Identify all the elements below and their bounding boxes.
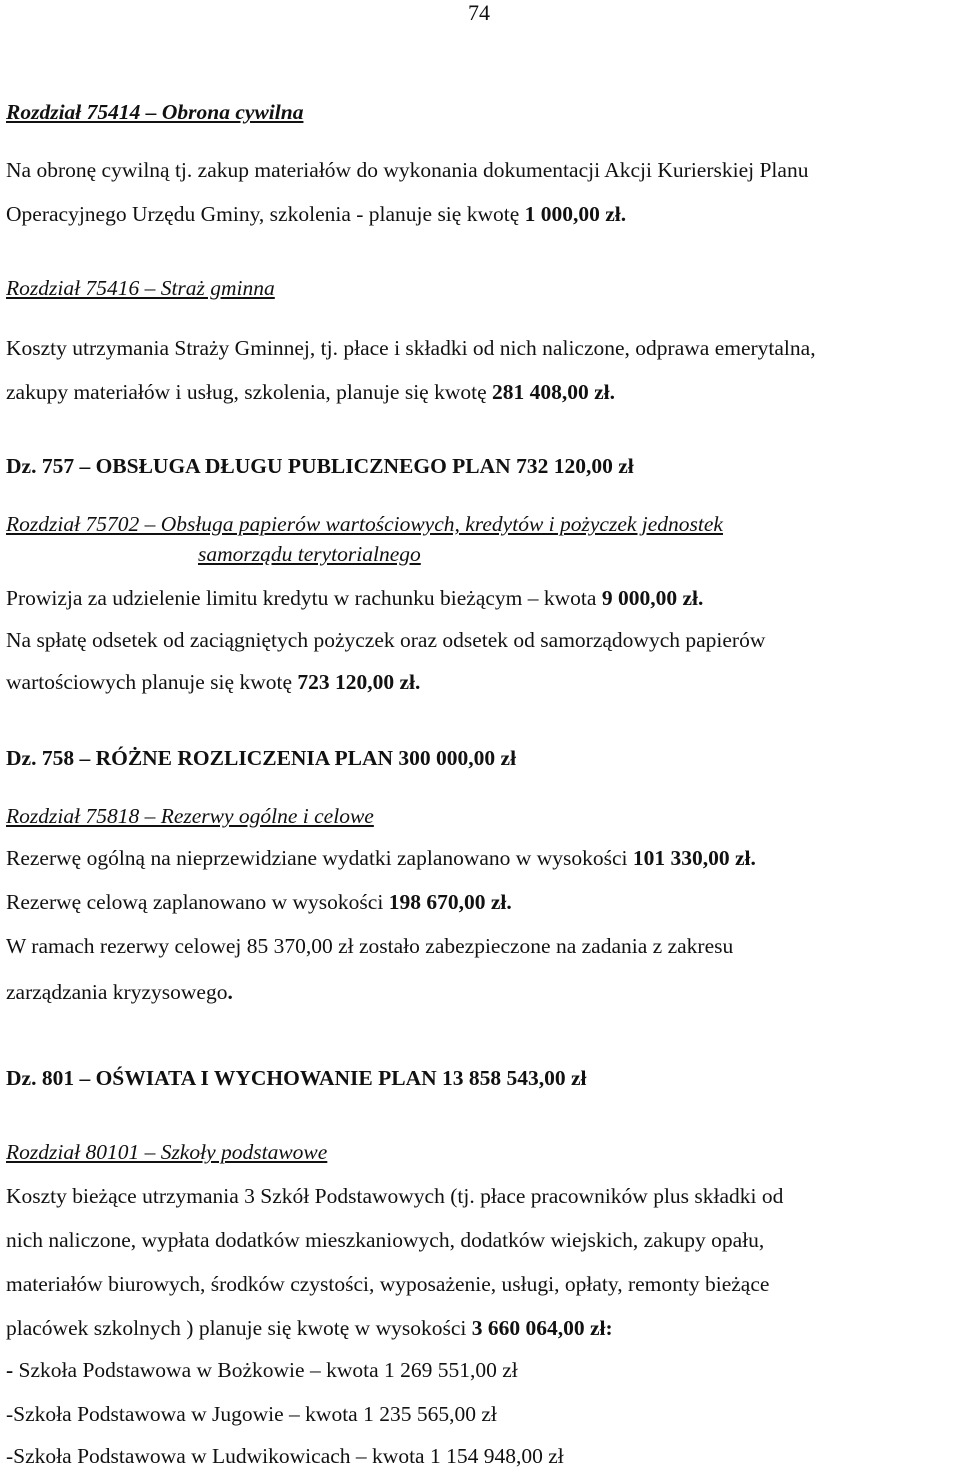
paragraph-line [6, 380, 615, 406]
paragraph-line [6, 980, 233, 1006]
list-dash: - [6, 1358, 19, 1382]
paragraph-line [6, 1316, 613, 1342]
list-item [6, 1444, 564, 1470]
text-span: Rezerwę ogólną na nieprzewidziane wydatki zaplanowano w wysokości [6, 846, 633, 870]
paragraph-line: W ramach rezerwy celowej 85 370,00 zł zostało zabezpieczone na zadania z zakresu [6, 934, 734, 958]
division-757-heading: Dz. 757 – OBSŁUGA DŁUGU PUBLICZNEGO PLAN 732 120,00 zł [6, 454, 634, 478]
list-item-text: Szkoła Podstawowa w Bożkowie – kwota 1 269 551,00 zł [18, 1358, 518, 1382]
amount: 198 670,00 zł. [388, 890, 512, 914]
paragraph-line [6, 202, 626, 228]
chapter-75818-heading: Rozdział 75818 – Rezerwy ogólne i celowe [6, 804, 374, 828]
paragraph-line [6, 846, 756, 872]
text-span: . [227, 980, 233, 1004]
paragraph-line [6, 586, 703, 612]
division-758-heading: Dz. 758 – RÓŻNE ROZLICZENIA PLAN 300 000,00 zł [6, 746, 517, 770]
paragraph-line: Na obronę cywilną tj. zakup materiałów do wykonania dokumentacji Akcji Kurierskiej Planu [6, 158, 809, 182]
text-span: Operacyjnego Urzędu Gminy, szkolenia - planuje się kwotę [6, 202, 525, 226]
chapter-75416-heading: Rozdział 75416 – Straż gminna [6, 276, 275, 300]
paragraph-line: Na spłatę odsetek od zaciągniętych pożyczek oraz odsetek od samorządowych papierów [6, 628, 766, 652]
text-span: Prowizja za udzielenie limitu kredytu w rachunku bieżącym – kwota [6, 586, 602, 610]
list-item-text: Szkoła Podstawowa w Ludwikowicach – kwota 1 154 948,00 zł [13, 1444, 564, 1468]
list-dash: - [6, 1402, 14, 1426]
amount: 101 330,00 zł. [632, 846, 756, 870]
chapter-75702-title: Rozdział 75702 – Obsługa papierów wartościowych, kredytów i pożyczek jednostek [6, 512, 723, 536]
text-span: zakupy materiałów i usług, szkolenia, planuje się kwotę [6, 380, 493, 404]
list-item [6, 1402, 497, 1428]
chapter-75414-heading: Rozdział 75414 – Obrona cywilna [6, 100, 304, 124]
chapter-75702-heading-cont: samorządu terytorialnego [198, 542, 421, 566]
list-dash: - [6, 1444, 14, 1468]
paragraph-line [6, 670, 420, 696]
amount: 3 660 064,00 zł: [471, 1316, 613, 1340]
paragraph-line: Koszty bieżące utrzymania 3 Szkół Podstawowych (tj. płace pracowników plus składki od [6, 1184, 784, 1208]
amount: 9 000,00 zł. [601, 586, 704, 610]
chapter-80101-heading [6, 1140, 337, 1166]
list-item [6, 1358, 518, 1384]
amount: 281 408,00 zł. [492, 380, 616, 404]
text-span: wartościowych planuje się kwotę [6, 670, 298, 694]
text-span: placówek szkolnych ) planuje się kwotę w wysokości [6, 1316, 472, 1340]
paragraph-line: nich naliczone, wypłata dodatków mieszkaniowych, dodatków wiejskich, zakupy opału, [6, 1228, 765, 1252]
division-801-heading: Dz. 801 – OŚWIATA I WYCHOWANIE PLAN 13 858 543,00 zł [6, 1066, 587, 1090]
chapter-75702-heading [6, 512, 739, 538]
paragraph-line [6, 890, 512, 916]
text-span: zarządzania kryzysowego [6, 980, 228, 1004]
chapter-80101-title: Rozdział 80101 – Szkoły podstawowe [6, 1140, 328, 1164]
amount: 723 120,00 zł. [297, 670, 421, 694]
list-item-text: Szkoła Podstawowa w Jugowie – kwota 1 235 565,00 zł [13, 1402, 497, 1426]
amount: 1 000,00 zł. [524, 202, 627, 226]
text-span: Rezerwę celową zaplanowano w wysokości [6, 890, 389, 914]
page-number: 74 [468, 0, 490, 25]
paragraph-line: materiałów biurowych, środków czystości, wyposażenie, usługi, opłaty, remonty bieżące [6, 1272, 770, 1296]
paragraph-line: Koszty utrzymania Straży Gminnej, tj. płace i składki od nich naliczone, odprawa emerytalna, [6, 336, 816, 360]
